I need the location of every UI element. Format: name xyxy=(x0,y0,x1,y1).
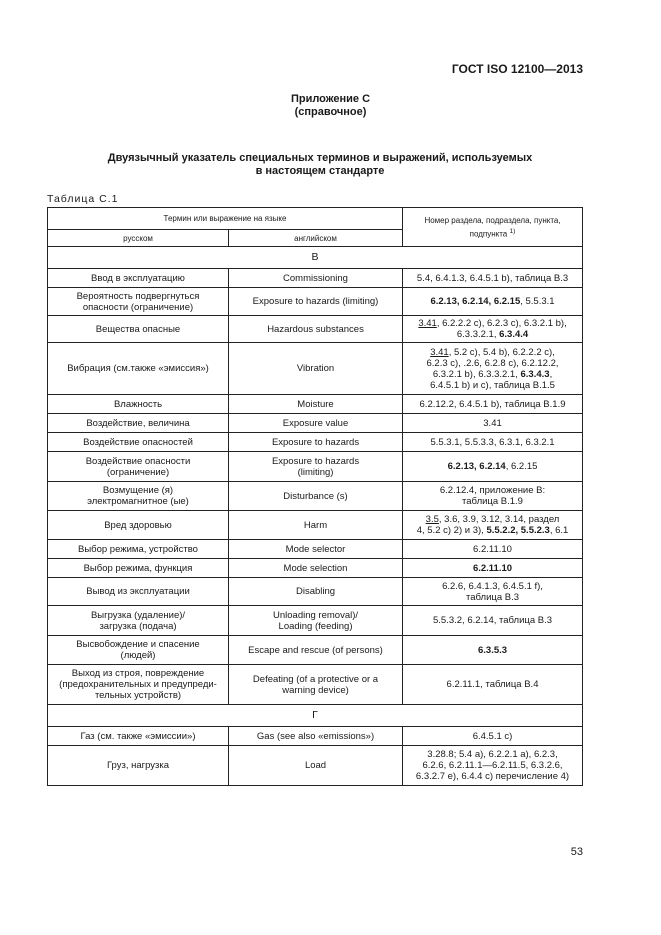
en-term: Mode selection xyxy=(229,559,403,578)
table-label: Таблица С.1 xyxy=(47,193,119,205)
header-row-1 xyxy=(48,208,583,230)
table-row xyxy=(48,269,583,288)
standard-code: ГОСТ ISO 12100—2013 xyxy=(451,62,583,76)
en-term: Harm xyxy=(229,511,403,540)
english-header: английском xyxy=(229,230,403,247)
ref-cell: 3.5, 3.6, 3.9, 3.12, 3.14, раздел 4, 5.2 с) 2) и 3), 5.5.2.2, 5.5.2.3, 6.1 xyxy=(403,511,583,540)
ref-cell: 6.2.12.2, 6.4.5.1 b), таблица В.1.9 xyxy=(403,395,583,414)
ref-cell: 6.2.11.1, таблица В.4 xyxy=(403,665,583,705)
ru-term: Выгрузка (удаление)/ загрузка (подача) xyxy=(48,606,229,636)
table-row xyxy=(48,578,583,606)
ref-header xyxy=(403,208,583,247)
ref-cell: 3.41, 5.2 с), 5.4 b), 6.2.2.2 с), 6.2.3 с), .2.6, 6.2.8 с), 6.2.12.2, 6.3.2.1 b), 6.3.3.2.1, 6.3.4.3, 6.4.5.1 b) и с), таблица В.1.5 xyxy=(403,343,583,395)
page-number: 53 xyxy=(570,846,583,858)
ref-header-line-2: подпункта $^{1)}$ xyxy=(469,227,516,239)
table-row xyxy=(48,636,583,665)
en-term: Exposure to hazards (limiting) xyxy=(229,288,403,316)
section-letter: Г xyxy=(48,705,583,727)
index-table xyxy=(47,207,583,786)
en-term: Commissioning xyxy=(229,269,403,288)
appendix-note: (справочное) xyxy=(294,106,367,118)
russian-header: русском xyxy=(48,230,229,247)
ref-cell: 6.2.13, 6.2.14, 6.2.15 xyxy=(403,452,583,482)
ref-cell: 3.28.8; 5.4 а), 6.2.2.1 а), 6.2.3, 6.2.6, 6.2.11.1—6.2.11.5, 6.3.2.6, 6.3.2.7 е), 6.4.4 с) перечисление 4) xyxy=(403,746,583,786)
ru-term: Влажность xyxy=(48,395,229,414)
ref-cell: 3.41, 6.2.2.2 с), 6.2.3 с), 6.3.2.1 b), 6.3.3.2.1, 6.3.4.4 xyxy=(403,316,583,343)
heading-line-2: в настоящем стандарте xyxy=(255,165,385,177)
ru-term: Воздействие опасностей xyxy=(48,433,229,452)
table-row xyxy=(48,727,583,746)
heading-line-1: Двуязычный указатель специальных терминов и выражений, используемых xyxy=(107,152,533,164)
en-term: Mode selector xyxy=(229,540,403,559)
ru-term: Газ (см. также «эмиссии») xyxy=(48,727,229,746)
ref-cell: 5.4, 6.4.1.3, 6.4.5.1 b), таблица В.3 xyxy=(403,269,583,288)
ru-term: Выбор режима, устройство xyxy=(48,540,229,559)
en-term: Unloading removal)/ Loading (feeding) xyxy=(229,606,403,636)
ru-term: Выбор режима, функция xyxy=(48,559,229,578)
index-heading xyxy=(60,152,580,178)
ref-cell: 6.2.11.10 xyxy=(403,540,583,559)
table-row xyxy=(48,343,583,395)
ref-cell: 5.5.3.1, 5.5.3.3, 6.3.1, 6.3.2.1 xyxy=(403,433,583,452)
ru-term: Воздействие, величина xyxy=(48,414,229,433)
en-term: Defeating (of a protective or a warning device) xyxy=(229,665,403,705)
ref-cell: 3.41 xyxy=(403,414,583,433)
table-row xyxy=(48,316,583,343)
ru-term: Вред здоровью xyxy=(48,511,229,540)
ru-term: Груз, нагрузка xyxy=(48,746,229,786)
ru-term: Воздействие опасности (ограничение) xyxy=(48,452,229,482)
en-term: Exposure to hazards (limiting) xyxy=(229,452,403,482)
term-header: Термин или выражение на языке xyxy=(48,208,403,230)
table-row xyxy=(48,665,583,705)
table-row xyxy=(48,540,583,559)
ru-term: Вещества опасные xyxy=(48,316,229,343)
table-row xyxy=(48,288,583,316)
section-row-g xyxy=(48,705,583,727)
en-term: Escape and rescue (of persons) xyxy=(229,636,403,665)
appendix-title xyxy=(0,93,661,119)
table-row xyxy=(48,414,583,433)
en-term: Exposure to hazards xyxy=(229,433,403,452)
section-row-v xyxy=(48,247,583,269)
ru-term: Ввод в эксплуатацию xyxy=(48,269,229,288)
en-term: Load xyxy=(229,746,403,786)
table-row xyxy=(48,511,583,540)
appendix-name: Приложение С xyxy=(290,93,371,105)
table-row xyxy=(48,395,583,414)
ref-cell: 6.3.5.3 xyxy=(403,636,583,665)
table-row xyxy=(48,606,583,636)
table-row xyxy=(48,746,583,786)
en-term: Disabling xyxy=(229,578,403,606)
ru-term: Вероятность подвергнуться опасности (ограничение) xyxy=(48,288,229,316)
table-row xyxy=(48,433,583,452)
ru-term: Высвобождение и спасение (людей) xyxy=(48,636,229,665)
section-letter: В xyxy=(48,247,583,269)
ref-cell: 6.2.13, 6.2.14, 6.2.15, 5.5.3.1 xyxy=(403,288,583,316)
ref-cell: 6.2.11.10 xyxy=(403,559,583,578)
en-term: Moisture xyxy=(229,395,403,414)
en-term: Disturbance (s) xyxy=(229,482,403,511)
ref-header-line-1: Номер раздела, подраздела, пункта, xyxy=(424,215,561,225)
ref-cell: 6.2.6, 6.4.1.3, 6.4.5.1 f), таблица В.3 xyxy=(403,578,583,606)
ru-term: Вывод из эксплуатации xyxy=(48,578,229,606)
ru-term: Возмущение (я) электромагнитное (ые) xyxy=(48,482,229,511)
ru-term: Вибрация (см.также «эмиссия») xyxy=(48,343,229,395)
ru-term: Выход из строя, повреждение (предохранительных и предупреди- тельных устройств) xyxy=(48,665,229,705)
en-term: Exposure value xyxy=(229,414,403,433)
ref-cell: 6.4.5.1 с) xyxy=(403,727,583,746)
en-term: Hazardous substances xyxy=(229,316,403,343)
table-row xyxy=(48,482,583,511)
table-row xyxy=(48,559,583,578)
footnote-mark: 1) xyxy=(509,227,516,235)
en-term: Gas (see also «emissions») xyxy=(229,727,403,746)
table-row xyxy=(48,452,583,482)
ref-cell: 6.2.12.4, приложение В: таблица В.1.9 xyxy=(403,482,583,511)
en-term: Vibration xyxy=(229,343,403,395)
ref-cell: 5.5.3.2, 6.2.14, таблица В.3 xyxy=(403,606,583,636)
